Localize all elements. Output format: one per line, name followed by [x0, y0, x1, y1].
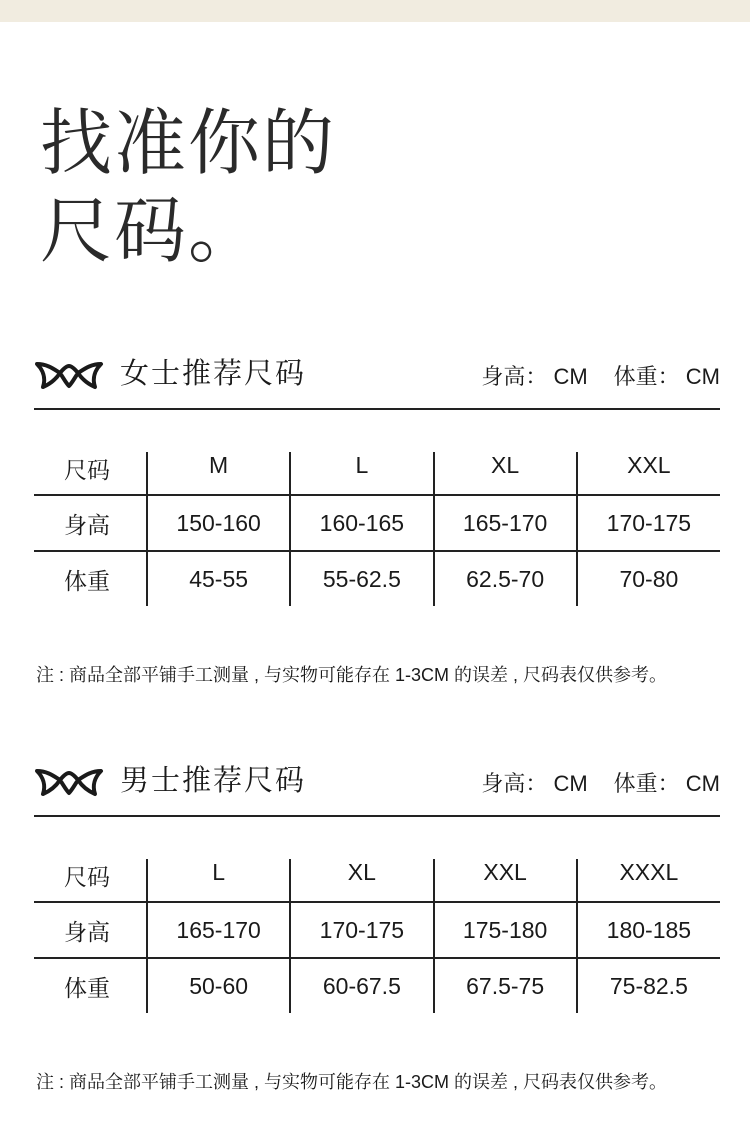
men-size-table	[34, 859, 720, 1013]
header-cell: L	[290, 452, 433, 495]
women-weight-unit: 体重： CM	[613, 364, 720, 389]
women-size-section	[34, 350, 720, 606]
men-size-section	[34, 757, 720, 1013]
table-cell: 170-175	[577, 495, 720, 551]
table-cell: 170-175	[290, 902, 433, 958]
header-cell: XL	[290, 859, 433, 902]
women-height-unit: 身高： CM	[481, 364, 588, 389]
table-cell: 165-170	[147, 902, 290, 958]
header-cell: XXXL	[577, 859, 720, 902]
row-label: 身高	[34, 495, 147, 551]
men-height-unit: 身高： CM	[481, 771, 588, 796]
row-label: 身高	[34, 902, 147, 958]
table-row	[34, 902, 720, 958]
women-note: 注 : 商品全部平铺手工测量 , 与实物可能存在 1-3CM 的误差 , 尺码表仅供参考。	[36, 665, 668, 685]
table-row	[34, 551, 720, 606]
top-band	[0, 0, 750, 22]
men-section-header	[34, 757, 720, 817]
table-cell: 55-62.5	[290, 551, 433, 606]
header-cell: 尺码	[64, 457, 110, 483]
table-cell: 70-80	[577, 551, 720, 606]
table-cell: 60-67.5	[290, 958, 433, 1013]
table-cell: 150-160	[147, 495, 290, 551]
table-cell: 165-170	[434, 495, 577, 551]
women-section-header	[34, 350, 720, 410]
table-header-row	[34, 859, 720, 902]
header-cell: XXL	[434, 859, 577, 902]
table-header-row	[34, 452, 720, 495]
brand-cat-logo-icon	[34, 360, 104, 390]
table-cell: 45-55	[147, 551, 290, 606]
table-cell: 50-60	[147, 958, 290, 1013]
table-cell: 62.5-70	[434, 551, 577, 606]
table-row	[34, 958, 720, 1013]
header-cell: 尺码	[64, 864, 110, 890]
men-note: 注 : 商品全部平铺手工测量 , 与实物可能存在 1-3CM 的误差 , 尺码表仅供参考。	[36, 1072, 668, 1092]
women-section-title: 女士推荐尺码	[120, 358, 307, 390]
header-cell: XXL	[577, 452, 720, 495]
row-label: 体重	[34, 551, 147, 606]
brand-cat-logo-icon	[34, 767, 104, 797]
table-cell: 67.5-75	[434, 958, 577, 1013]
table-cell: 180-185	[577, 902, 720, 958]
header-cell: L	[147, 859, 290, 902]
row-label: 体重	[34, 958, 147, 1013]
women-size-table	[34, 452, 720, 606]
header-cell: M	[147, 452, 290, 495]
men-weight-unit: 体重： CM	[613, 771, 720, 796]
page-title	[40, 100, 336, 276]
title-line-1: 找准你的	[40, 104, 337, 184]
men-units	[481, 769, 720, 799]
table-row	[34, 495, 720, 551]
table-cell: 75-82.5	[577, 958, 720, 1013]
women-units	[481, 362, 720, 392]
table-cell: 175-180	[434, 902, 577, 958]
header-cell: XL	[434, 452, 577, 495]
title-line-2: 尺码。	[40, 192, 263, 272]
table-cell: 160-165	[290, 495, 433, 551]
men-section-title: 男士推荐尺码	[120, 765, 307, 797]
